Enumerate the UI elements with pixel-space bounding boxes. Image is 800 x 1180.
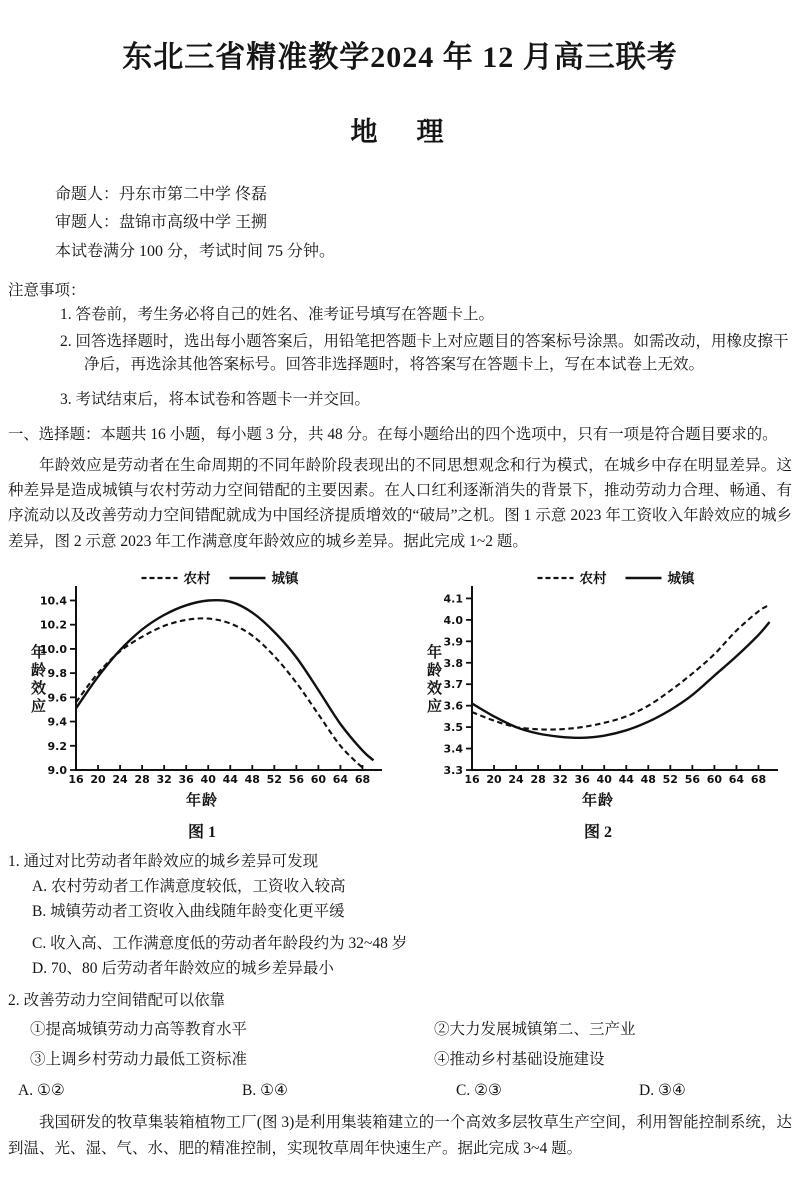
svg-text:48: 48 <box>640 773 656 787</box>
notice-item-1: 1. 答卷前，考生务必将自己的姓名、准考证号填写在答题卡上。 <box>60 306 495 324</box>
svg-text:60: 60 <box>706 773 723 787</box>
proposer-line: 命题人：丹东市第二中学 佟磊 <box>55 186 268 203</box>
figure-2-caption: 图 2 <box>583 824 612 842</box>
svg-text:9.2: 9.2 <box>47 739 67 753</box>
svg-text:9.4: 9.4 <box>47 715 67 729</box>
svg-text:农村: 农村 <box>183 571 211 587</box>
figure-2-line-chart <box>410 568 786 800</box>
svg-text:28: 28 <box>134 773 150 787</box>
svg-text:36: 36 <box>574 773 590 787</box>
notice-item-2: 2. 回答选择题时，选出每小题答案后，用铅笔把答题卡上对应题目的答案标号涂黑。如需改动，用橡皮擦干净后，再选涂其他答案标号。回答非选择题时，将答案写在答题卡上，写在本试卷上无效。 <box>60 332 789 373</box>
svg-text:64: 64 <box>332 773 349 787</box>
svg-text:10.4: 10.4 <box>39 594 67 608</box>
figure-2-y-axis-label: 年龄效应 <box>425 644 441 717</box>
svg-text:3.9: 3.9 <box>443 635 463 649</box>
svg-text:16: 16 <box>68 773 84 787</box>
question-1-option-a: A. 农村劳动者工作满意度较低，工资收入较高 <box>32 878 346 896</box>
question-2-item-3: ③上调乡村劳动力最低工资标准 <box>30 1051 248 1069</box>
svg-text:56: 56 <box>288 773 305 787</box>
svg-text:44: 44 <box>222 773 238 787</box>
figure-1-line-chart <box>14 568 390 800</box>
subject-title: 地 理 <box>350 117 450 147</box>
svg-text:48: 48 <box>244 773 260 787</box>
question-2-choice-b: B. ①④ <box>242 1081 288 1099</box>
figure-2 <box>410 568 786 842</box>
svg-text:60: 60 <box>310 773 327 787</box>
question-2-items <box>8 1018 792 1072</box>
figure-1 <box>14 568 390 842</box>
svg-text:3.5: 3.5 <box>443 721 463 735</box>
question-2-choices <box>8 1079 792 1102</box>
section-heading: 一、选择题：本题共 16 小题，每小题 3 分，共 48 分。在每小题给出的四个选项中，只有一项是符合题目要求的。 <box>8 426 778 444</box>
svg-text:3.6: 3.6 <box>443 699 463 713</box>
notice-heading: 注意事项： <box>8 282 86 300</box>
question-1-stem <box>8 850 792 874</box>
figure-1-y-axis-label: 年龄效应 <box>29 644 45 717</box>
svg-text:20: 20 <box>486 773 502 787</box>
question-1-stem-text: 通过对比劳动者年龄效应的城乡差异可发现 <box>23 853 319 871</box>
svg-text:40: 40 <box>596 773 612 787</box>
exam-info-line: 本试卷满分 100 分，考试时间 75 分钟。 <box>55 242 336 260</box>
question-2-choice-a: A. ①② <box>18 1081 65 1099</box>
question-2-number: 2. <box>8 992 20 1010</box>
svg-text:3.4: 3.4 <box>443 742 463 756</box>
svg-text:9.6: 9.6 <box>47 691 67 705</box>
svg-text:4.0: 4.0 <box>443 614 463 628</box>
svg-text:16: 16 <box>464 773 480 787</box>
svg-text:32: 32 <box>552 773 568 787</box>
svg-text:36: 36 <box>178 773 194 787</box>
svg-text:农村: 农村 <box>579 571 607 587</box>
question-2-item-4: ④推动乡村基础设施建设 <box>434 1051 605 1069</box>
svg-text:52: 52 <box>662 773 678 787</box>
figure-2-x-axis-label: 年龄 <box>581 793 614 810</box>
svg-text:9.0: 9.0 <box>47 764 67 778</box>
exam-meta <box>55 181 792 266</box>
svg-text:城镇: 城镇 <box>667 571 695 587</box>
question-1-option-b: B. 城镇劳动者工资收入曲线随年龄变化更平缓 <box>32 903 345 921</box>
svg-text:3.7: 3.7 <box>443 678 463 692</box>
svg-text:10.0: 10.0 <box>39 643 67 657</box>
svg-text:10.2: 10.2 <box>39 618 67 632</box>
closing-paragraph: 我国研发的牧草集装箱植物工厂(图 3)是利用集装箱建立的一个高效多层牧草生产空间，利用智能控制系统，达到温、光、湿、气、水、肥的精准控制，实现牧草周年快速生产。据此完成 3~4 题。 <box>8 1113 792 1158</box>
intro-paragraph: 年龄效应是劳动者在生命周期的不同年龄阶段表现出的不同思想观念和行为模式，在城乡中存在明显差异。这种差异是造成城镇与农村劳动力空间错配的主要因素。在人口红利逐渐消失的背景下，推动劳动力合理、畅通、有序流动以及改善劳动力空间错配就成为中国经济提质增效的“破局”之机。图 1 示意 2023 年工资收入年龄效应的城乡差异，图 2 示意 2023 年工作满意度年龄效应的城乡差异。据此完成 1~2 题。 <box>8 456 792 550</box>
svg-text:56: 56 <box>684 773 701 787</box>
svg-text:24: 24 <box>112 773 128 787</box>
page-title: 东北三省精准教学2024 年 12 月高三联考 <box>122 41 678 74</box>
question-2-choice-d: D. ③④ <box>639 1081 686 1099</box>
notice-section <box>8 278 792 411</box>
question-2 <box>8 989 792 1102</box>
svg-text:40: 40 <box>200 773 216 787</box>
svg-text:3.8: 3.8 <box>443 656 463 670</box>
figure-1-x-axis-label: 年龄 <box>185 793 218 810</box>
notice-item-3: 3. 考试结束后，将本试卷和答题卡一并交回。 <box>60 391 371 409</box>
svg-text:4.1: 4.1 <box>443 592 463 606</box>
svg-text:9.8: 9.8 <box>47 667 67 681</box>
question-2-item-2: ②大力发展城镇第二、三产业 <box>434 1021 636 1039</box>
figures-row <box>8 568 792 842</box>
reviewer-line: 审题人：盘锦市高级中学 王搠 <box>55 214 268 232</box>
svg-text:城镇: 城镇 <box>271 571 299 587</box>
svg-text:68: 68 <box>354 773 371 787</box>
figure-1-caption: 图 1 <box>187 824 216 842</box>
svg-text:52: 52 <box>266 773 282 787</box>
svg-text:28: 28 <box>530 773 546 787</box>
svg-text:32: 32 <box>156 773 172 787</box>
question-1-option-d: D. 70、80 后劳动者年龄效应的城乡差异最小 <box>32 960 334 978</box>
question-1 <box>8 850 792 981</box>
svg-text:24: 24 <box>508 773 524 787</box>
question-2-choice-c: C. ②③ <box>456 1081 502 1099</box>
question-1-number: 1. <box>8 853 20 871</box>
svg-text:44: 44 <box>618 773 634 787</box>
svg-text:64: 64 <box>728 773 745 787</box>
svg-text:68: 68 <box>750 773 767 787</box>
svg-text:20: 20 <box>90 773 106 787</box>
question-1-option-c: C. 收入高、工作满意度低的劳动者年龄段约为 32~48 岁 <box>32 935 408 953</box>
question-2-stem-text: 改善劳动力空间错配可以依靠 <box>23 992 226 1010</box>
question-2-item-1: ①提高城镇劳动力高等教育水平 <box>30 1021 248 1039</box>
svg-text:3.3: 3.3 <box>443 764 463 778</box>
question-2-stem <box>8 989 792 1013</box>
